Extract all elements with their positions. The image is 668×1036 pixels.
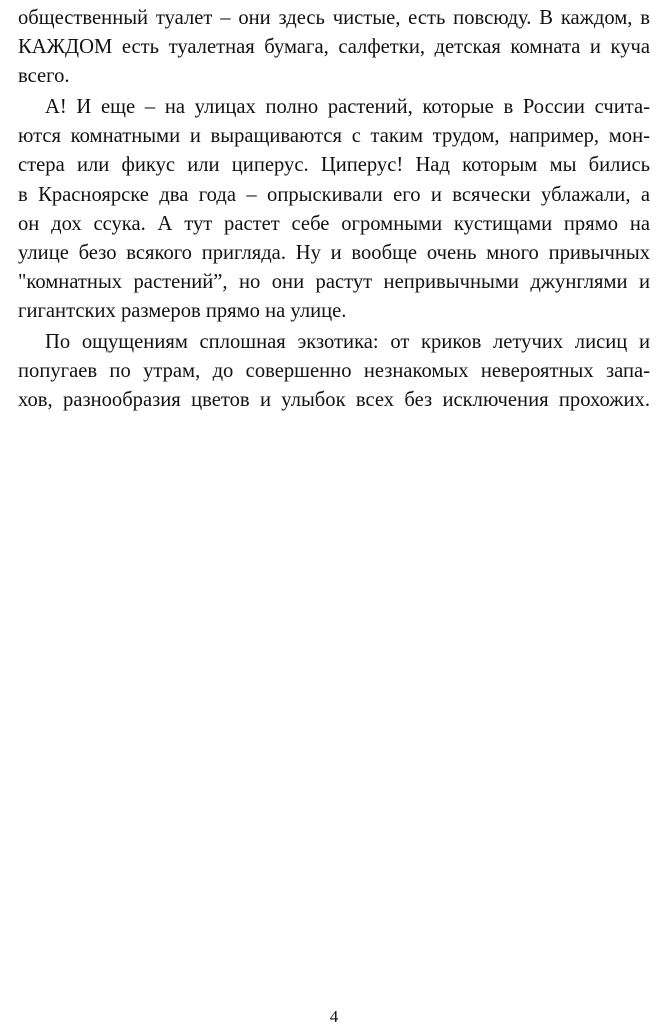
page-number: 4 [329, 1007, 339, 1026]
text-line: стера или фикус или циперус. Циперус! Над которым мы бились [18, 154, 650, 177]
text-line: общественный туалет – они здесь чистые, есть повсюду. В каждом, в [18, 7, 650, 29]
text-line: А! И еще – на улицах полно растений, которые в России счита- [45, 96, 650, 119]
text-line: всего. [18, 65, 70, 88]
text-line: улице безо всякого пригляда. Ну и вообще очень много привычных [18, 241, 650, 264]
text-line: в Красноярске два года – опрыскивали его и всячески ублажали, а [18, 183, 650, 206]
body-text [18, 4, 650, 417]
text-line: попугаев по утрам, до совершенно незнакомых невероятных запа- [18, 360, 650, 383]
text-line: хов, разнообразия цветов и улыбок всех без исключения прохожих. [18, 389, 650, 412]
text-line: По ощущениям сплошная экзотика: от криков летучих лисиц и [45, 331, 650, 354]
text-line: гигантских размеров прямо на улице. [18, 299, 347, 322]
text-line: он дох ссука. А тут растет себе огромными кустищами прямо на [18, 212, 650, 235]
text-line: ются комнатными и выращиваются с таким трудом, например, мон- [18, 125, 650, 148]
paragraph-3 [18, 328, 650, 415]
paragraph-1 [18, 4, 650, 91]
text-line: КАЖДОМ есть туалетная бумага, салфетки, детская комната и куча [18, 36, 650, 59]
text-line: "комнатных растений”, но они растут непривычными джунглями и [18, 270, 650, 293]
paragraph-2 [18, 93, 650, 326]
